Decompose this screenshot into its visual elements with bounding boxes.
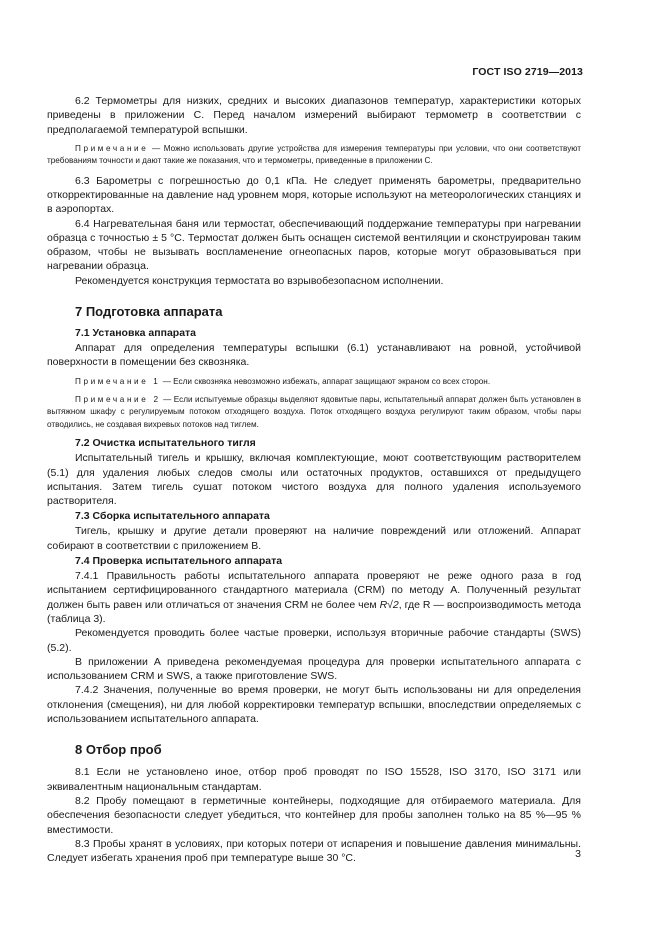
paragraph-7-4-2: 7.4.2 Значения, полученные во время проверки, не могут быть использованы ни для определения отклонения (смещения), ни для любой корректировки температур вспышки, впоследствии определяемых с использованием испытательного аппарата. (47, 684, 581, 726)
paragraph-8-2: 8.2 Пробу помещают в герметичные контейнеры, подходящие для отбираемого материала. Для обеспечения безопасности следует убедиться, что контейнер для пробы заполнен только на 85 %—95 % вместимости. (47, 794, 581, 836)
formula: R√2 (379, 598, 399, 611)
note-text: — Если сквозняка невозможно избежать, аппарат защищают экраном со всех сторон. (160, 376, 491, 386)
paragraph-7-1: Аппарат для определения температуры вспышки (6.1) устанавливают на ровной, устойчивой поверхности в помещении без сквозняка. (47, 342, 581, 369)
paragraph-6-4: 6.4 Нагревательная баня или термостат, обеспечивающий поддержание температуры при нагревании образца с точностью ± 5 °С. Термостат должен быть оснащен системой вентиляции и сконструирован таким образом, чтобы не вызывать воспламенение огнеопасных паров, которые могут образовываться при нагревании образца. (47, 217, 581, 273)
note-6-2 (47, 143, 581, 168)
paragraph-7-2: Испытательный тигель и крышку, включая комплектующие, моют соответствующим растворителем (5.1) для удаления любых следов смолы или остаточных продуктов, оставшихся от предыдущего испытания. Затем тигель сушат потоком чистого воздуха для полного удаления используемого растворителя. (47, 452, 581, 508)
subsection-7-1-title: 7.1 Установка аппарата (75, 327, 197, 340)
page-number: 3 (575, 848, 581, 860)
text-part: , где R — воспроизводимость метода (таблица 3). (47, 598, 581, 625)
note-7-1-1 (47, 376, 581, 388)
paragraph-7-4-1-recommendation: Рекомендуется проводить более частые проверки, используя вторичные рабочие стандарты (SWS) (5.2). (47, 627, 581, 654)
standard-header: ГОСТ ISO 2719—2013 (472, 66, 583, 78)
paragraph-7-3: Тигель, крышку и другие детали проверяют на наличие повреждений или отложений. Аппарат собирают в соответствии с приложением B. (47, 525, 581, 552)
subsection-7-3-title: 7.3 Сборка испытательного аппарата (75, 510, 270, 523)
note-label: Примечание 1 (75, 376, 161, 386)
text-part: 7.4.1 Правильность работы испытательного аппарата проверяют не реже одного раза в год испытанием сертифицированного стандартного материала (CRM) по методу А. Полученный результат должен быть равен или отличаться от значения CRM не более чем (47, 570, 581, 611)
section-8-title: 8 Отбор проб (75, 742, 162, 758)
paragraph-7-4-1 (47, 569, 581, 626)
paragraph-8-3: 8.3 Пробы хранят в условиях, при которых потери от испарения и повышение давления минимальны. Следует избегать хранения проб при температуре выше 30 °С. (47, 837, 581, 865)
paragraph-6-2: 6.2 Термометры для низких, средних и высоких диапазонов температур, характеристики которых приведены в приложении C. Перед началом измерений выбирают термометр в соответствии с предполагаемой температурой вспышки. (47, 95, 581, 136)
note-label: Примечание 2 (75, 395, 161, 405)
paragraph-6-4-recommendation: Рекомендуется конструкция термостата во взрывобезопасном исполнении. (75, 274, 444, 287)
paragraph-7-4-1-annex: В приложении А приведена рекомендуемая процедура для проверки испытательного аппарата с использованием CRM и SWS, а также приготовление SWS. (47, 655, 581, 683)
note-7-1-2 (47, 394, 581, 431)
section-7-title: 7 Подготовка аппарата (75, 304, 223, 320)
page-content (47, 94, 581, 865)
subsection-7-4-title: 7.4 Проверка испытательного аппарата (75, 555, 283, 568)
paragraph-6-3: 6.3 Барометры с погрешностью до 0,1 кПа. Не следует применять барометры, предварительно откорректированные на давление над уровнем моря, которые используют на метеорологических станциях и в аэропортах. (47, 174, 581, 216)
subsection-7-2-title: 7.2 Очистка испытательного тигля (75, 437, 256, 450)
note-text: — Если испытуемые образцы выделяют ядовитые пары, испытательный аппарат должен быть установлен в вытяжном шкафу с регулируемым потоком отходящего воздуха. Поток отходящего воздуха регулируют таким образом, чтобы пары отводились, не создавая вихревых потоков над тиглем. (47, 395, 582, 429)
paragraph-8-1: 8.1 Если не установлено иное, отбор проб проводят по ISO 15528, ISO 3170, ISO 3171 или эквивалентным национальным стандартам. (47, 766, 581, 793)
note-label: Примечание (75, 143, 149, 153)
note-text: — Можно использовать другие устройства для измерения температуры при условии, что они соответствуют требованиям точности и дают такие же показания, что и термометры, приведенные в приложении C. (47, 143, 581, 166)
